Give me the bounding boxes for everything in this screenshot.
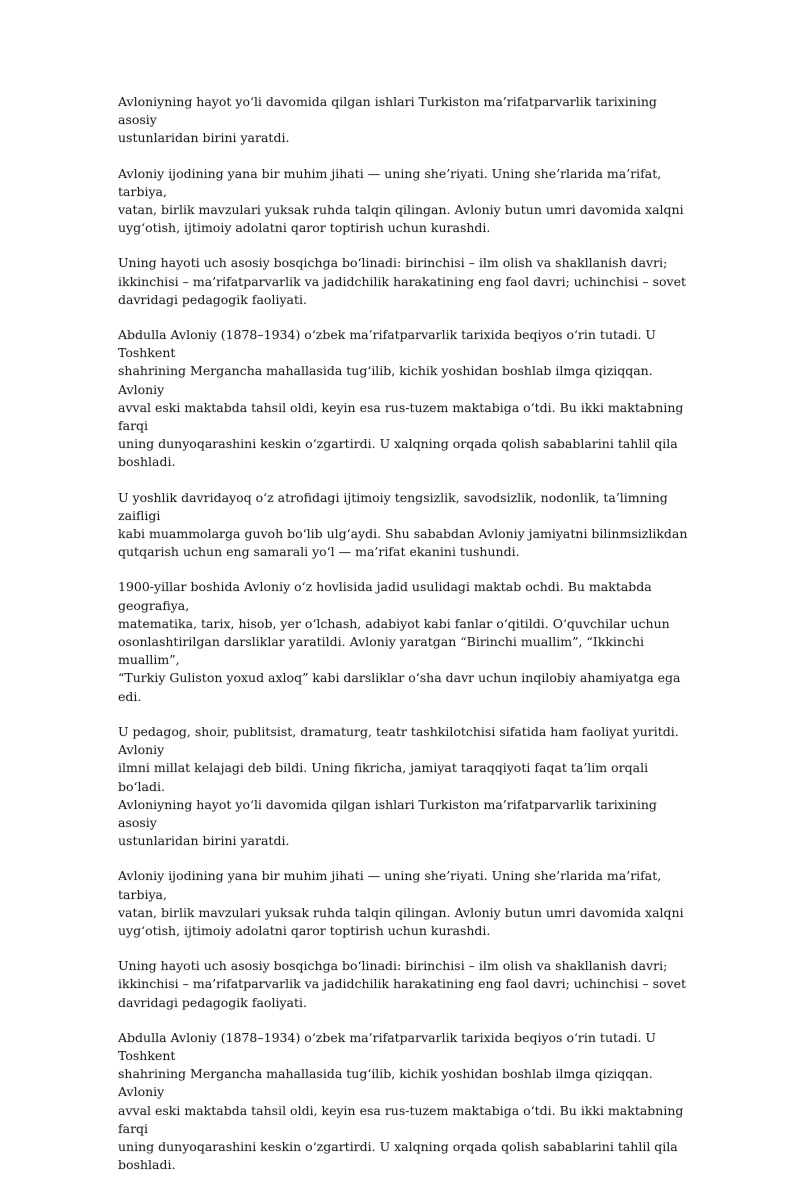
paragraph: U yoshlik davridayoq o‘z atrofidagi ijtimoiy tengsizlik, savodsizlik, nodonlik, ta’limning zaifligi kabi muammolarga guvoh bo‘lib ulg‘aydi. Shu sababdan Avloniy jamiyatni bilinmsizlikdan qutqarish uchun eng samarali yo‘l — ma’rifat ekanini tushundi. (118, 489, 688, 560)
paragraph: U pedagog, shoir, publitsist, dramaturg, teatr tashkilotchisi sifatida ham faoliyat yuritdi. Avloniy ilmni millat kelajagi deb bildi. Uning fikricha, jamiyat taraqqiyoti faqat ta’lim orqali bo‘ladi. Avloniyning hayot yo‘li davomida qilgan ishlari Turkiston ma’rifatparvarlik tarixining asosiy ustunlaridan birini yaratdi. (118, 723, 679, 849)
paragraph: Avloniy ijodining yana bir muhim jihati — uning she’riyati. Uning she’rlarida ma’rifat, tarbiya, vatan, birlik mavzulari yuksak ruhda talqin qilingan. Avloniy butun umri davomida xalqni uyg‘otish, ijtimoiy adolatni qaror toptirish uchun kurashdi. (118, 165, 684, 236)
paragraph: Abdulla Avloniy (1878–1934) o‘zbek ma’rifatparvarlik tarixida beqiyos o‘rin tutadi. U Toshkent shahrining Merganchа mahallasida tug‘ilib, kichik yoshidan boshlab ilmga qiziqqan. Avloniy avval eski maktabda tahsil oldi, keyin esa rus-tuzem maktabiga o‘tdi. Bu ikki maktabning farqi uning dunyoqarashini keskin o‘zgartirdi. U xalqning orqada qolish sabablarini tahlil qila boshladi. (118, 1029, 684, 1173)
paragraph: Uning hayoti uch asosiy bosqichga bo‘linadi: birinchisi – ilm olish va shakllanish davri; ikkinchisi – ma’rifatparvarlik va jadidchilik harakatining eng faol davri; uchinchisi – sovet davridagi pedagogik faoliyati. (118, 255, 687, 307)
paragraph: Uning hayoti uch asosiy bosqichga bo‘linadi: birinchisi – ilm olish va shakllanish davri; ikkinchisi – ma’rifatparvarlik va jadidchilik harakatining eng faol davri; uchinchisi – sovet davridagi pedagogik faoliyati. (118, 958, 687, 1010)
paragraph: 1900-yillar boshida Avloniy o‘z hovlisida jadid usulidagi maktab ochdi. Bu maktabda geografiya, matematika, tarix, hisob, yer o‘lchash, adabiyot kabi fanlar o‘qitildi. O‘quvchilar uchun osonlashtirilgan darsliklar yaratildi. Avloniy yaratgan “Birinchi muallim”, “Ikkinchi muallim”, “Turkiy Guliston yoxud axloq” kabi darsliklar o‘sha davr uchun inqilobiy ahamiyatga ega edi. (118, 579, 681, 704)
document-body (118, 93, 688, 1191)
paragraph: Avloniyning hayot yo‘li davomida qilgan ishlari Turkiston ma’rifatparvarlik tarixining asosiy ustunlaridan birini yaratdi. (118, 94, 657, 146)
paragraph: Abdulla Avloniy (1878–1934) o‘zbek ma’rifatparvarlik tarixida beqiyos o‘rin tutadi. U Toshkent shahrining Merganchа mahallasida tug‘ilib, kichik yoshidan boshlab ilmga qiziqqan. Avloniy avval eski maktabda tahsil oldi, keyin esa rus-tuzem maktabiga o‘tdi. Bu ikki maktabning farqi uning dunyoqarashini keskin o‘zgartirdi. U xalqning orqada qolish sabablarini tahlil qila boshladi. (118, 327, 684, 470)
paragraph: Avloniy ijodining yana bir muhim jihati — uning she’riyati. Uning she’rlarida ma’rifat, tarbiya, vatan, birlik mavzulari yuksak ruhda talqin qilingan. Avloniy butun umri davomida xalqni uyg‘otish, ijtimoiy adolatni qaror toptirish uchun kurashdi. (118, 868, 684, 938)
